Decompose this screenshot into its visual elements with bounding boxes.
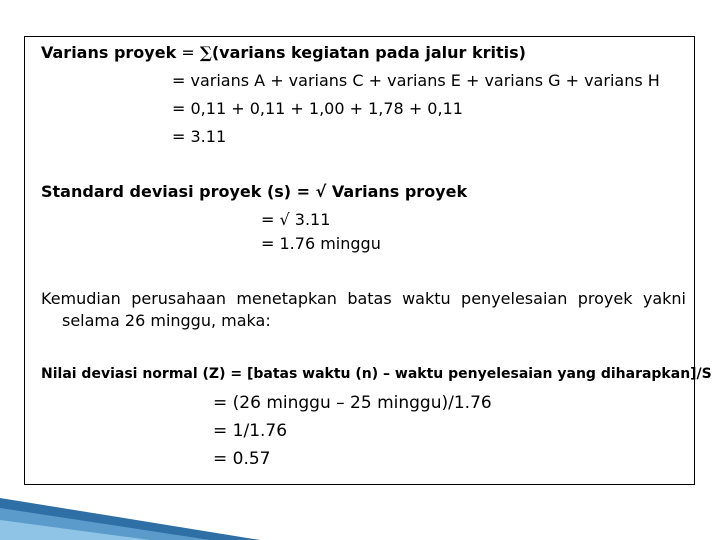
varians-line-3: = 0,11 + 0,11 + 1,00 + 1,78 + 0,11 bbox=[172, 99, 463, 118]
equals-sign: = bbox=[181, 43, 195, 62]
varians-formula: (varians kegiatan pada jalur kritis) bbox=[211, 43, 526, 62]
paragraph-line-1: Kemudian perusahaan menetapkan batas waktu penyelesaian proyek yakni bbox=[41, 289, 686, 308]
z-line-2: = (26 minggu – 25 minggu)/1.76 bbox=[213, 393, 492, 413]
varians-line-2: = varians A + varians C + varians E + varians G + varians H bbox=[172, 71, 660, 90]
varians-label: Varians proyek bbox=[41, 43, 177, 62]
content-box bbox=[24, 36, 712, 485]
z-line-4: = 0.57 bbox=[213, 449, 271, 469]
sigma-icon: ∑ bbox=[199, 43, 212, 62]
paragraph-line-2: selama 26 minggu, maka: bbox=[62, 311, 271, 330]
z-line-3: = 1/1.76 bbox=[213, 421, 288, 441]
z-heading: Nilai deviasi normal (Z) = [batas waktu (n) – waktu penyelesaian yang diharapkan]/S bbox=[41, 366, 712, 382]
std-line-2: = √ 3.11 bbox=[261, 210, 331, 229]
std-heading: Standard deviasi proyek (s) = √ Varians proyek bbox=[41, 182, 468, 201]
std-line-3: = 1.76 minggu bbox=[261, 234, 381, 253]
varians-line-4: = 3.11 bbox=[172, 127, 227, 146]
varians-heading bbox=[41, 45, 526, 61]
